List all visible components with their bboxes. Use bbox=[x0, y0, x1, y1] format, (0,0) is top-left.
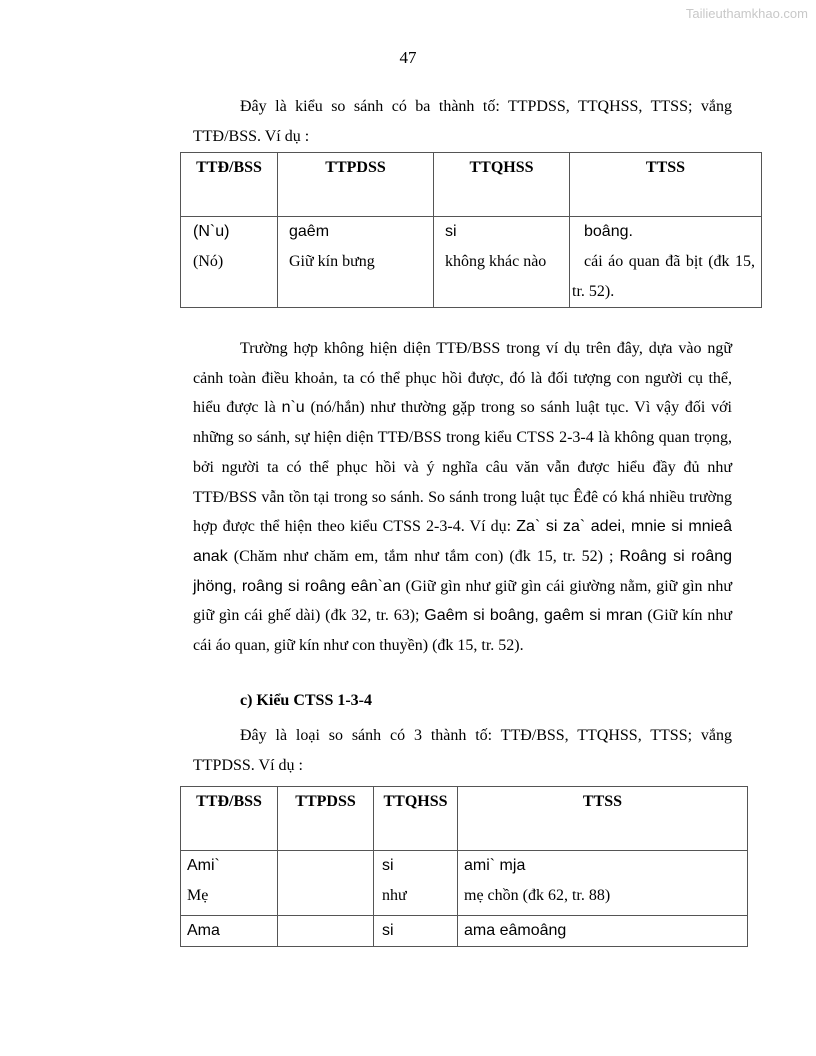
cell-text: gaêm bbox=[289, 223, 330, 240]
cell-text: si bbox=[445, 223, 457, 240]
cell-text: Mẹ bbox=[187, 887, 209, 904]
paragraph-intro-2: Đây là loại so sánh có 3 thành tố: TTĐ/BSS, TTQHSS, TTSS; vắng TTPDSS. Ví dụ : bbox=[193, 727, 732, 774]
cell-text: si bbox=[382, 857, 394, 874]
header-cell: TTSS bbox=[570, 153, 762, 217]
example-table-2 bbox=[180, 786, 748, 947]
example-table-1 bbox=[180, 152, 762, 308]
ede-text: n`u bbox=[281, 399, 305, 417]
cell-text: si bbox=[382, 922, 394, 939]
table-cell bbox=[181, 217, 278, 308]
text: Trường hợp không hiện diện TTĐ/BSS trong ví dụ trên đây, dựa vào ngữ cảnh toàn điều khoản, ta có thể phục hồi được, đó là đối tượng con người cụ thể, hiểu được là bbox=[193, 340, 732, 417]
table-header-row bbox=[181, 153, 762, 217]
table-cell bbox=[434, 217, 570, 308]
table-header-row bbox=[181, 787, 748, 851]
cell-text: như bbox=[382, 887, 407, 904]
text: (Chăm như chăm em, tắm như tắm con) (đk 15, tr. 52) ; bbox=[233, 547, 614, 565]
cell-text: không khác nào bbox=[445, 253, 547, 270]
text: (nó/hắn) như thường gặp trong so sánh luật tục. Vì vậy đối với những so sánh, sự hiện diện TTĐ/BSS trong kiểu CTSS 2-3-4 là không quan trọng, bởi người ta có thể phục hồi và ý nghĩa câu văn vẫn được hiểu đầy đủ như TTĐ/BSS vẫn tồn tại trong so sánh. So sánh trong luật tục Êđê có khá nhiều trường hợp được thể hiện theo kiểu CTSS 2-3-4. Ví dụ: bbox=[193, 399, 733, 536]
cell-text: (Nó) bbox=[193, 253, 224, 270]
paragraph-explanation bbox=[193, 334, 732, 661]
table-cell bbox=[278, 851, 374, 916]
watermark: Tailieuthamkhao.com bbox=[685, 6, 808, 21]
header-cell: TTSS bbox=[458, 787, 748, 851]
header-cell: TTPDSS bbox=[278, 787, 374, 851]
cell-text: Ami` bbox=[187, 857, 220, 874]
cell-text: ami` mja bbox=[464, 857, 526, 874]
page-number: 47 bbox=[399, 48, 417, 67]
table-cell bbox=[374, 916, 458, 947]
table-cell bbox=[278, 916, 374, 947]
header-cell: TTPDSS bbox=[278, 153, 434, 217]
table-cell bbox=[458, 851, 748, 916]
table-cell bbox=[570, 217, 762, 308]
table-row bbox=[181, 916, 748, 947]
header-cell: TTĐ/BSS bbox=[181, 153, 278, 217]
header-cell: TTĐ/BSS bbox=[181, 787, 278, 851]
header-cell: TTQHSS bbox=[374, 787, 458, 851]
table-row bbox=[181, 851, 748, 916]
cell-text: mẹ chồn (đk 62, tr. 88) bbox=[464, 887, 611, 904]
cell-text: boâng. bbox=[584, 223, 633, 240]
cell-text: cái áo quan đã bịt (đk 15, tr. 52). bbox=[572, 253, 755, 300]
cell-text: Giữ kín bưng bbox=[289, 253, 375, 270]
table-cell bbox=[181, 851, 278, 916]
cell-text: ama eâmoâng bbox=[464, 922, 567, 939]
ede-text: Roâng si roâng jhöng, roâng si roâng eân`an bbox=[193, 547, 733, 595]
cell-text: Ama bbox=[187, 922, 220, 939]
header-cell: TTQHSS bbox=[434, 153, 570, 217]
table-cell bbox=[181, 916, 278, 947]
ede-text: Gaêm si boâng, gaêm si mran bbox=[424, 607, 643, 625]
table-row bbox=[181, 217, 762, 308]
table-cell bbox=[374, 851, 458, 916]
text: (Giữ gìn như giữ gìn cái giường nằm, giữ gìn như giữ gìn cái ghế dài) (đk 32, tr. 63); bbox=[193, 577, 732, 625]
table-cell bbox=[458, 916, 748, 947]
paragraph-intro-1: Đây là kiểu so sánh có ba thành tố: TTPDSS, TTQHSS, TTSS; vắng TTĐ/BSS. Ví dụ : bbox=[193, 98, 732, 145]
ede-text: Za` si za` adei, mnie si mnieâ anak bbox=[193, 518, 733, 565]
text: (Giữ kín như cái áo quan, giữ kín như con thuyền) (đk 15, tr. 52). bbox=[193, 607, 733, 655]
cell-text: (N`u) bbox=[193, 223, 230, 240]
table-cell bbox=[278, 217, 434, 308]
section-heading: c) Kiểu CTSS 1-3-4 bbox=[240, 692, 372, 709]
